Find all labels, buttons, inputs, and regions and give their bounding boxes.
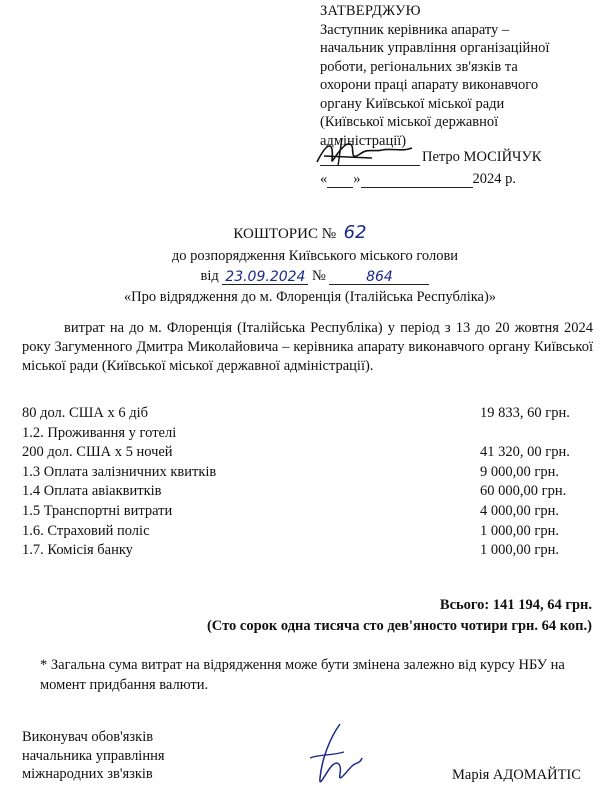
expense-list [22,404,593,561]
approval-title: ЗАТВЕРДЖУЮ [320,3,421,19]
executor-title: Виконувач обов'язків начальника управління міжнародних зв'язків [22,729,165,782]
order-date: 23.09.2024 [222,268,308,285]
expense-row: 1.4 Оплата авіаквитків 60 000,00 грн. [22,483,567,500]
total-in-words: (Сто сорок одна тисяча сто дев'яносто чотири грн. 64 коп.) [206,618,592,634]
expense-row: 80 дол. США х 6 діб 19 833, 60 грн. [22,405,570,421]
expense-row: 1.6. Страховий поліс 1 000,00 грн. [22,522,559,539]
approval-line: охорони праці апарату виконавчого [320,77,539,93]
approval-line: начальник управління організаційної [320,40,550,56]
order-subject: «Про відрядження до м. Флоренція (Італійська Республіка)» [123,289,497,305]
approval-line: адміністрації) [320,132,407,149]
estimate-number: 62 [343,222,367,243]
estimate-header [0,224,600,306]
estimate-title: КОШТОРИС № [233,226,337,242]
executor-signature [300,718,370,798]
expense-row: 1.3 Оплата залізничних квитків 9 000,00 грн. [22,463,559,480]
approver-name: Петро МОСІЙЧУК [422,149,542,165]
approval-block [320,2,590,150]
approval-date: « » 2024 р. [320,171,516,187]
footnote: * Загальна сума витрат на відрядження може бути змінена залежно від курсу НБУ на момент придбання валюти. [40,657,565,693]
approver-signature-line [320,148,590,170]
order-number: 864 [329,268,429,285]
expense-row: 1.7. Комісія банку 1 000,00 грн. [22,542,559,559]
approval-line: Заступник керівника апарату – [320,21,510,38]
estimate-subtitle: до розпорядження Київського міського голови [171,248,459,264]
executor-name: Марія АДОМАЙТІС [452,767,581,783]
approval-line: органу Київської міської ради [320,95,505,112]
expense-row: 200 дол. США х 5 ночей 41 320, 00 грн. [22,444,570,461]
total-amount: Всього: 141 194, 64 грн. [439,597,592,613]
order-ref: від 23.09.2024 № 864 [0,267,600,285]
expense-row: 1.5 Транспортні витрати 4 000,00 грн. [22,502,559,519]
estimate-description: витрат на до м. Флоренція (Італійська Республіка) у період з 13 до 20 жовтня 2024 року Загуменного Дмитра Миколайовича – керівника апарату виконавчого органу Київської міської ради (Київської міської державної адміністрації). [22,320,593,374]
approval-line: роботи, регіональних зв'язків та [320,58,518,75]
approval-line: (Київської міської державної [320,114,499,130]
approval-year: 2024 р. [472,171,516,187]
expense-row: 1.2. Проживання у готелі [22,424,177,441]
